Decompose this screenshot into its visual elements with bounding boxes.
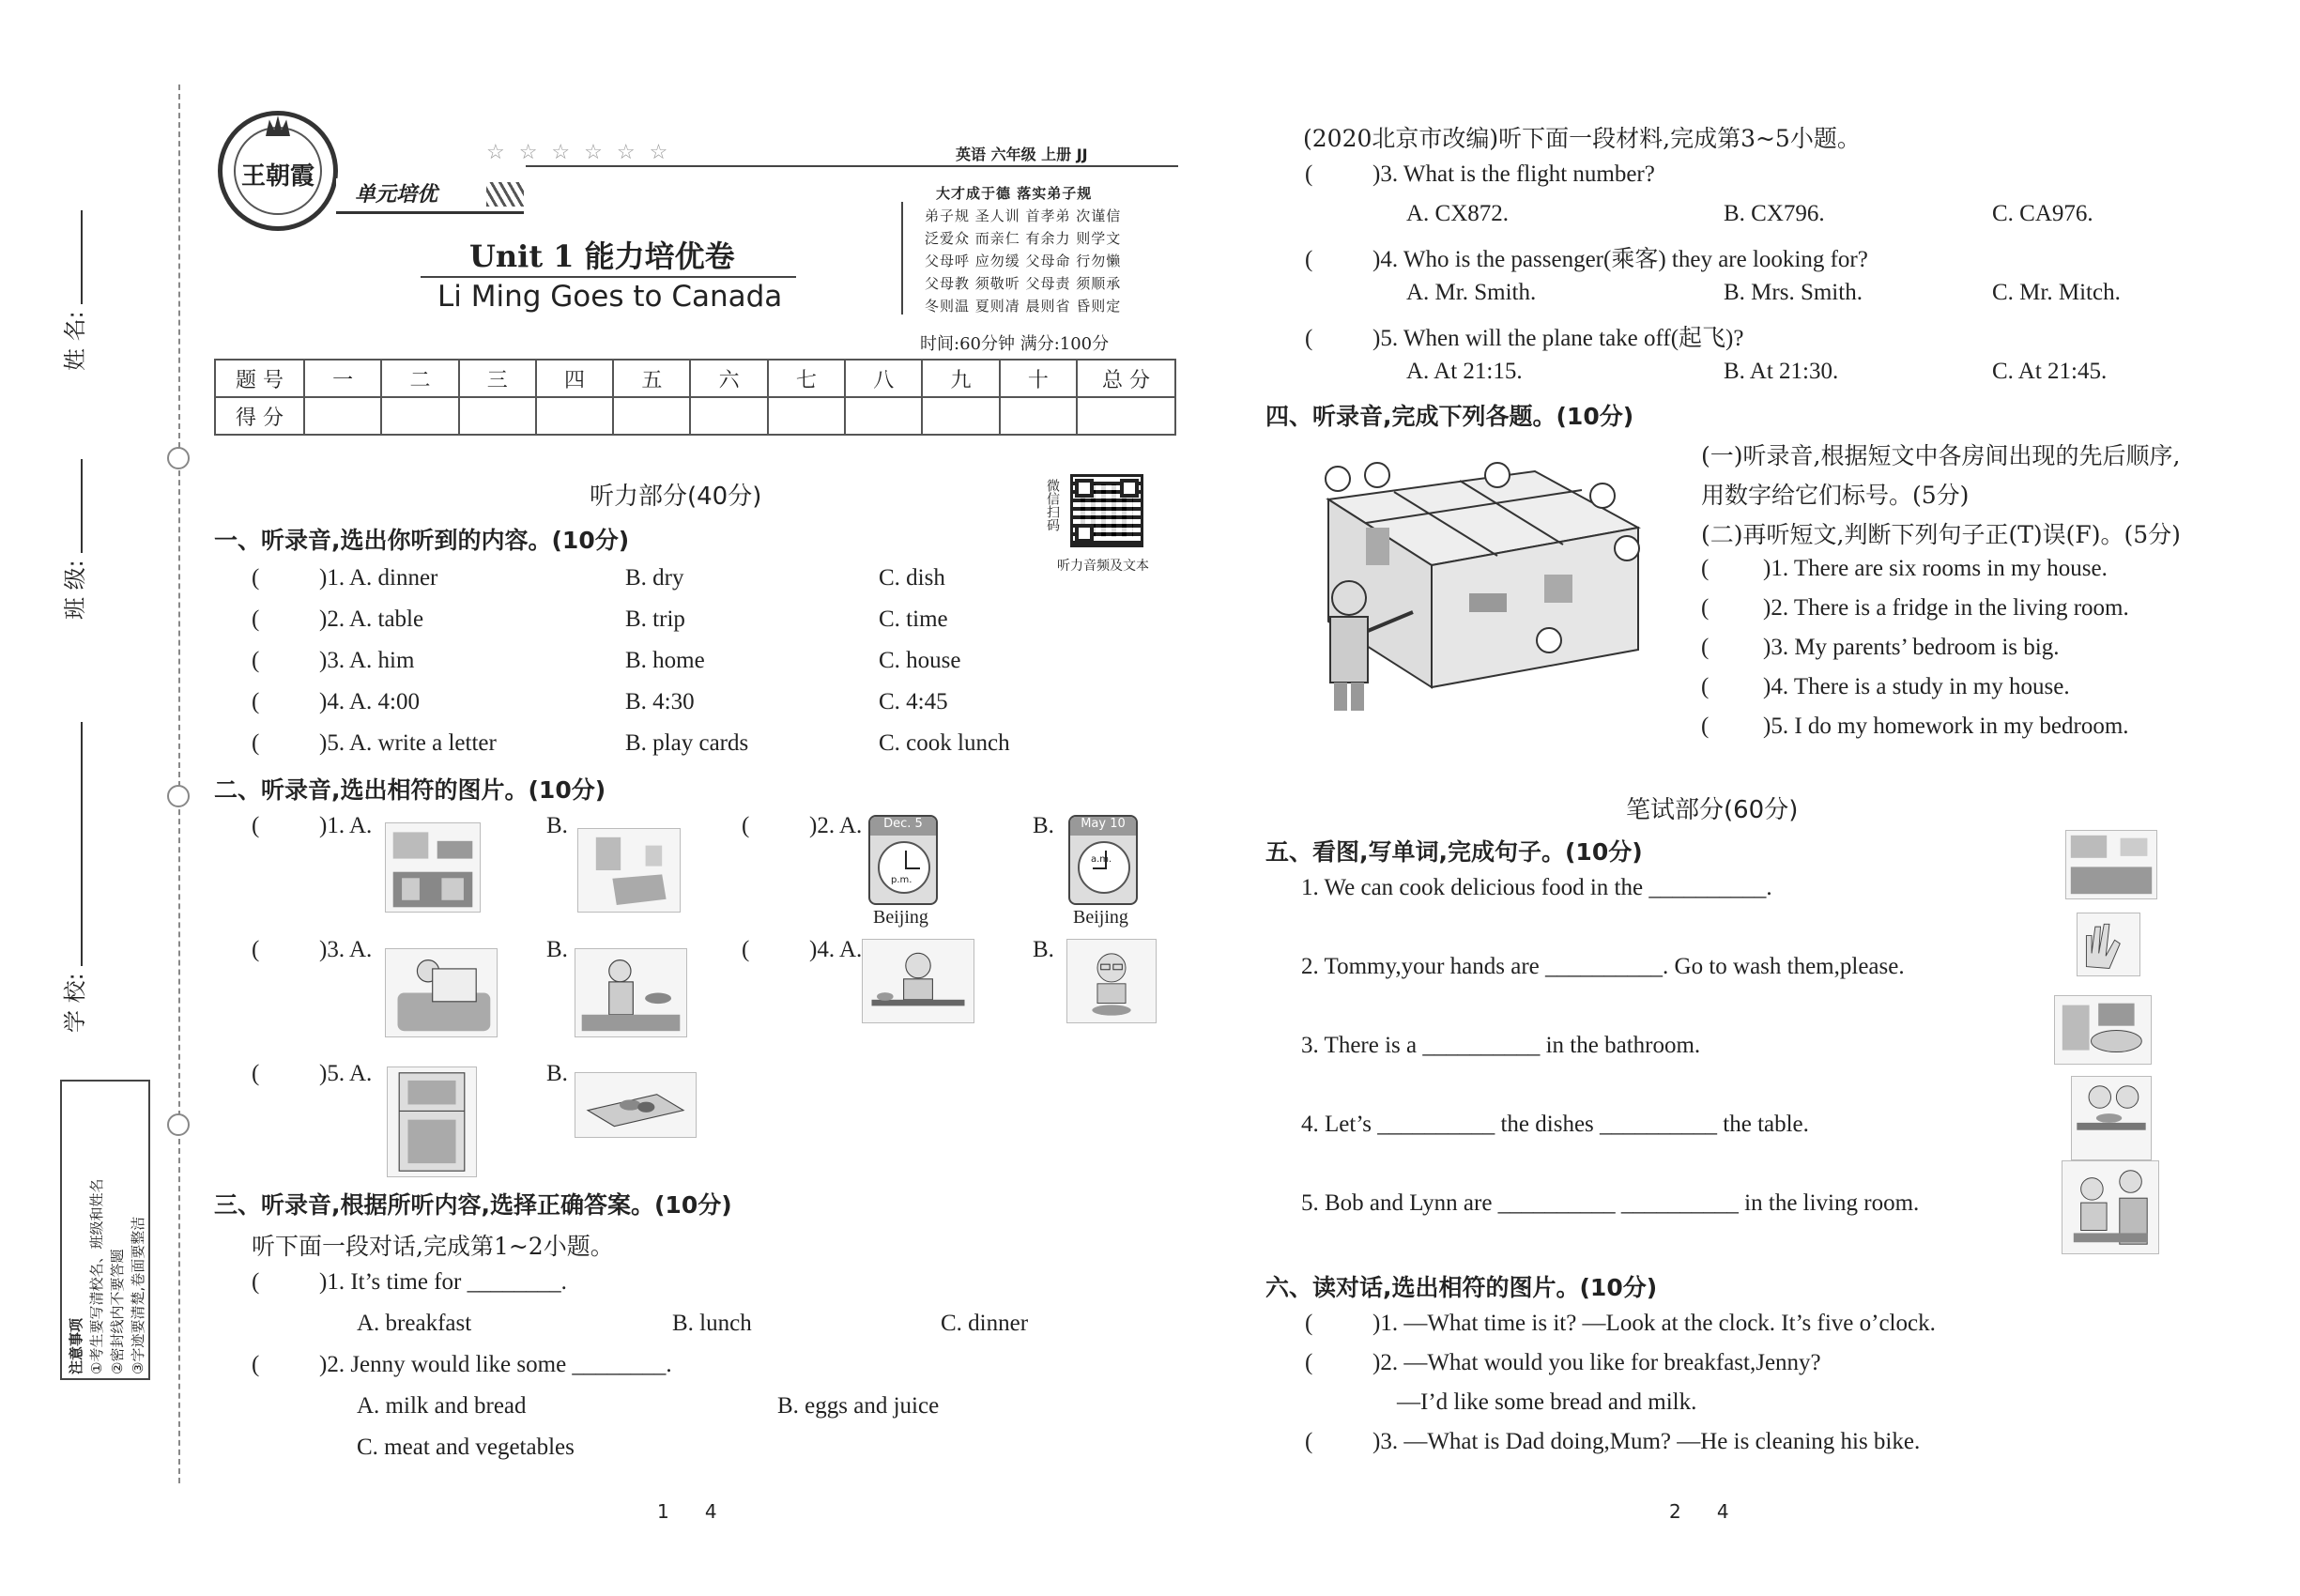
qr-caption: 听力音频及文本: [1057, 559, 1149, 574]
notice-title: 注意事项: [68, 1317, 84, 1374]
clock-a[interactable]: [868, 815, 938, 905]
clock-b[interactable]: [1068, 815, 1138, 905]
sec4-q3[interactable]: ( )3. My parents’ bedroom is big.: [1701, 635, 2060, 660]
section-5-title: 五、看图,写单词,完成句子。(10分): [1265, 838, 1643, 866]
poem-divider: [901, 202, 903, 315]
clock-a-ampm: p.m.: [891, 875, 912, 885]
sec3-q3-c[interactable]: C. CA976.: [1992, 201, 2093, 226]
sec1-q4-b[interactable]: B. 4:30: [625, 689, 695, 714]
sec2-q4[interactable]: ( )4. A.: [742, 937, 863, 962]
score-table: 题 号 一 二 三 四 五 六 七 八 九 十 总 分 得 分: [214, 359, 1176, 436]
clock-a-date: Dec. 5: [870, 817, 936, 836]
brand-label: 单元培优: [336, 178, 524, 214]
sec5-q5[interactable]: 5. Bob and Lynn are __________ __________ in the living room.: [1301, 1190, 1920, 1216]
name-label: 姓 名:: [62, 311, 88, 371]
page-number-right: 2 4: [1669, 1500, 1729, 1523]
sec4-q5[interactable]: ( )5. I do my homework in my bedroom.: [1701, 714, 2129, 739]
clock-b-date: May 10: [1070, 817, 1136, 836]
school-label: 学 校:: [62, 973, 88, 1033]
qr-side-label: 微信扫码: [1045, 479, 1060, 531]
sec2-q3-b[interactable]: B.: [546, 937, 568, 962]
sec2-q2-b[interactable]: B.: [1033, 813, 1054, 838]
boy-cooking-picture[interactable]: [575, 948, 687, 1037]
sec1-q5-b[interactable]: B. play cards: [625, 730, 749, 756]
school-field[interactable]: [56, 676, 94, 1033]
title-rule: [421, 276, 796, 278]
sec6-q2[interactable]: ( )2. —What would you like for breakfast,Jenny?: [1305, 1350, 1821, 1375]
sec1-q1-b[interactable]: B. dry: [625, 565, 684, 591]
rating-stars: ☆ ☆ ☆ ☆ ☆ ☆: [486, 141, 672, 164]
class-field[interactable]: [56, 413, 94, 620]
sec1-q4[interactable]: ( )4. A. 4:00: [252, 689, 420, 714]
sec1-q1-c[interactable]: C. dish: [879, 565, 945, 591]
bathroom-hint-picture: [2054, 995, 2152, 1065]
house-plan-picture[interactable]: [1310, 462, 1648, 717]
binding-line: [178, 84, 180, 1483]
sec2-q1-b[interactable]: B.: [546, 813, 568, 838]
section-4-title: 四、听录音,完成下列各题。(10分): [1265, 403, 1634, 430]
brand-logo: [218, 111, 338, 231]
table-food-picture[interactable]: [575, 1072, 697, 1138]
hole-mark: [167, 785, 190, 807]
hole-mark: [167, 447, 190, 469]
section-6-title: 六、读对话,选出相符的图片。(10分): [1265, 1274, 1658, 1301]
sec1-q3[interactable]: ( )3. A. him: [252, 648, 415, 673]
sec3-intro-2: (2020北京市改编)听下面一段材料,完成第3~5小题。: [1303, 125, 1861, 152]
boy-with-glasses-picture[interactable]: [1066, 939, 1157, 1023]
man-reading-picture[interactable]: [385, 948, 498, 1037]
sec4-q4[interactable]: ( )4. There is a study in my house.: [1701, 674, 2070, 699]
clock-b-caption: Beijing: [1073, 907, 1128, 928]
sec3-q1[interactable]: ( )1. It’s time for ________.: [252, 1269, 567, 1295]
fridge-picture[interactable]: [387, 1067, 477, 1177]
sec3-q4[interactable]: ( )4. Who is the passenger(乘客) they are looking for?: [1305, 247, 1868, 272]
sec1-q5[interactable]: ( )5. A. write a letter: [252, 730, 497, 756]
poem-block: 大才成于德 落实弟子规 弟子规 圣人训 首孝弟 次谨信 泛爱众 而亲仁 有余力 则学文 父母呼 应勿缓 父母命 行勿懒 父母教 须敬听 父母责 须顺承 冬则温 夏则凊 晨则省 昏则定: [925, 185, 1122, 315]
page-title: Unit 1 能力培优卷: [469, 238, 735, 274]
name-field[interactable]: [56, 164, 94, 371]
sec5-q3[interactable]: 3. There is a __________ in the bathroom.: [1301, 1033, 1701, 1058]
sec3-q5-b[interactable]: B. At 21:30.: [1724, 359, 1839, 384]
bedroom-picture[interactable]: [577, 828, 681, 913]
sec3-q4-a[interactable]: A. Mr. Smith.: [1406, 280, 1537, 305]
sec3-q5-a[interactable]: A. At 21:15.: [1406, 359, 1523, 384]
section-1-title: 一、听录音,选出你听到的内容。(10分): [214, 527, 630, 554]
kitchen-picture[interactable]: [385, 822, 481, 913]
sec4-q2[interactable]: ( )2. There is a fridge in the living room.: [1701, 595, 2129, 621]
sec3-q3[interactable]: ( )3. What is the flight number?: [1305, 161, 1655, 187]
boy-eating-picture[interactable]: [862, 939, 974, 1023]
sec1-q2-c[interactable]: C. time: [879, 606, 948, 632]
class-label: 班 级:: [62, 560, 88, 620]
sec2-q4-b[interactable]: B.: [1033, 937, 1054, 962]
sec3-q2-b[interactable]: B. eggs and juice: [777, 1393, 940, 1419]
hole-mark: [167, 1113, 190, 1136]
sec3-intro-1: 听下面一段对话,完成第1~2小题。: [252, 1233, 614, 1260]
book-meta: 英语 六年级 上册 JJ: [956, 146, 1088, 163]
kitchen-hint-picture: [2065, 830, 2157, 899]
sec2-q2[interactable]: ( )2. A.: [742, 813, 863, 838]
sec3-q2-a[interactable]: A. milk and bread: [357, 1393, 527, 1419]
sec4-q1[interactable]: ( )1. There are six rooms in my house.: [1701, 556, 2108, 581]
sec3-q3-a[interactable]: A. CX872.: [1406, 201, 1510, 226]
sec3-q2-c[interactable]: C. meat and vegetables: [357, 1435, 575, 1460]
sec1-q1[interactable]: ( )1. A. dinner: [252, 565, 438, 591]
sec2-q5-b[interactable]: B.: [546, 1061, 568, 1086]
sec3-q3-b[interactable]: B. CX796.: [1724, 201, 1825, 226]
sec4-part1b: 用数字给它们标号。(5分): [1701, 482, 1970, 509]
sec3-q5[interactable]: ( )5. When will the plane take off(起飞)?: [1305, 326, 1744, 351]
listening-title: 听力部分(40分): [590, 483, 762, 511]
time-score: 时间:60分钟 满分:100分: [920, 334, 1110, 354]
sec3-q1-c[interactable]: C. dinner: [941, 1311, 1029, 1336]
sec3-q1-a[interactable]: A. breakfast: [357, 1311, 472, 1336]
page-number-left: 1 4: [657, 1500, 717, 1523]
sec6-q2-answer: —I’d like some bread and milk.: [1397, 1389, 1697, 1415]
page-subtitle: Li Ming Goes to Canada: [437, 280, 783, 314]
sec5-q1[interactable]: 1. We can cook delicious food in the __________.: [1301, 875, 1772, 900]
section-3-title: 三、听录音,根据所听内容,选择正确答案。(10分): [214, 1191, 732, 1219]
playing-game-picture: [2062, 1160, 2159, 1254]
qr-code[interactable]: [1070, 474, 1143, 547]
header-rule: [526, 165, 1178, 167]
sec1-q3-c[interactable]: C. house: [879, 648, 961, 673]
sec4-part1: (一)听录音,根据短文中各房间出现的先后顺序,: [1701, 442, 2181, 469]
sec1-q2-b[interactable]: B. trip: [625, 606, 685, 632]
notice-item: ①考生要写清校名、班级和姓名: [88, 1178, 105, 1374]
notice-item: ③字迹要清楚,卷面要整洁: [130, 1216, 146, 1374]
clearing-table-picture: [2071, 1076, 2152, 1160]
sec5-q2[interactable]: 2. Tommy,your hands are __________. Go to wash them,please.: [1301, 954, 1905, 979]
sec3-q5-c[interactable]: C. At 21:45.: [1992, 359, 2108, 384]
logo-text: 王朝霞: [240, 162, 314, 191]
sec6-q1[interactable]: ( )1. —What time is it? —Look at the clock. It’s five o’clock.: [1305, 1311, 1936, 1336]
sec1-q2[interactable]: ( )2. A. table: [252, 606, 424, 632]
sec3-q1-b[interactable]: B. lunch: [672, 1311, 752, 1336]
dirty-hands-picture: [2077, 913, 2140, 976]
clock-b-ampm: a.m.: [1091, 854, 1112, 865]
writing-title: 笔试部分(60分): [1626, 796, 1799, 824]
sec2-q1[interactable]: ( )1. A.: [252, 813, 373, 838]
sec6-q3[interactable]: ( )3. —What is Dad doing,Mum? —He is cleaning his bike.: [1305, 1429, 1921, 1454]
sec1-q5-c[interactable]: C. cook lunch: [879, 730, 1010, 756]
sec3-q4-b[interactable]: B. Mrs. Smith.: [1724, 280, 1863, 305]
sec3-q4-c[interactable]: C. Mr. Mitch.: [1992, 280, 2121, 305]
sec5-q4[interactable]: 4. Let’s __________ the dishes __________ the table.: [1301, 1112, 1809, 1137]
section-2-title: 二、听录音,选出相符的图片。(10分): [214, 776, 606, 804]
notice-item: ②密封线内不要答题: [109, 1249, 126, 1374]
sec2-q3[interactable]: ( )3. A.: [252, 937, 373, 962]
sec3-q2[interactable]: ( )2. Jenny would like some ________.: [252, 1352, 672, 1377]
sec1-q3-b[interactable]: B. home: [625, 648, 705, 673]
sec2-q5[interactable]: ( )5. A.: [252, 1061, 373, 1086]
sec4-part2: (二)再听短文,判断下列句子正(T)误(F)。(5分): [1701, 521, 2181, 548]
notice-box: [60, 1080, 150, 1380]
sec1-q4-c[interactable]: C. 4:45: [879, 689, 948, 714]
clock-a-caption: Beijing: [873, 907, 928, 928]
